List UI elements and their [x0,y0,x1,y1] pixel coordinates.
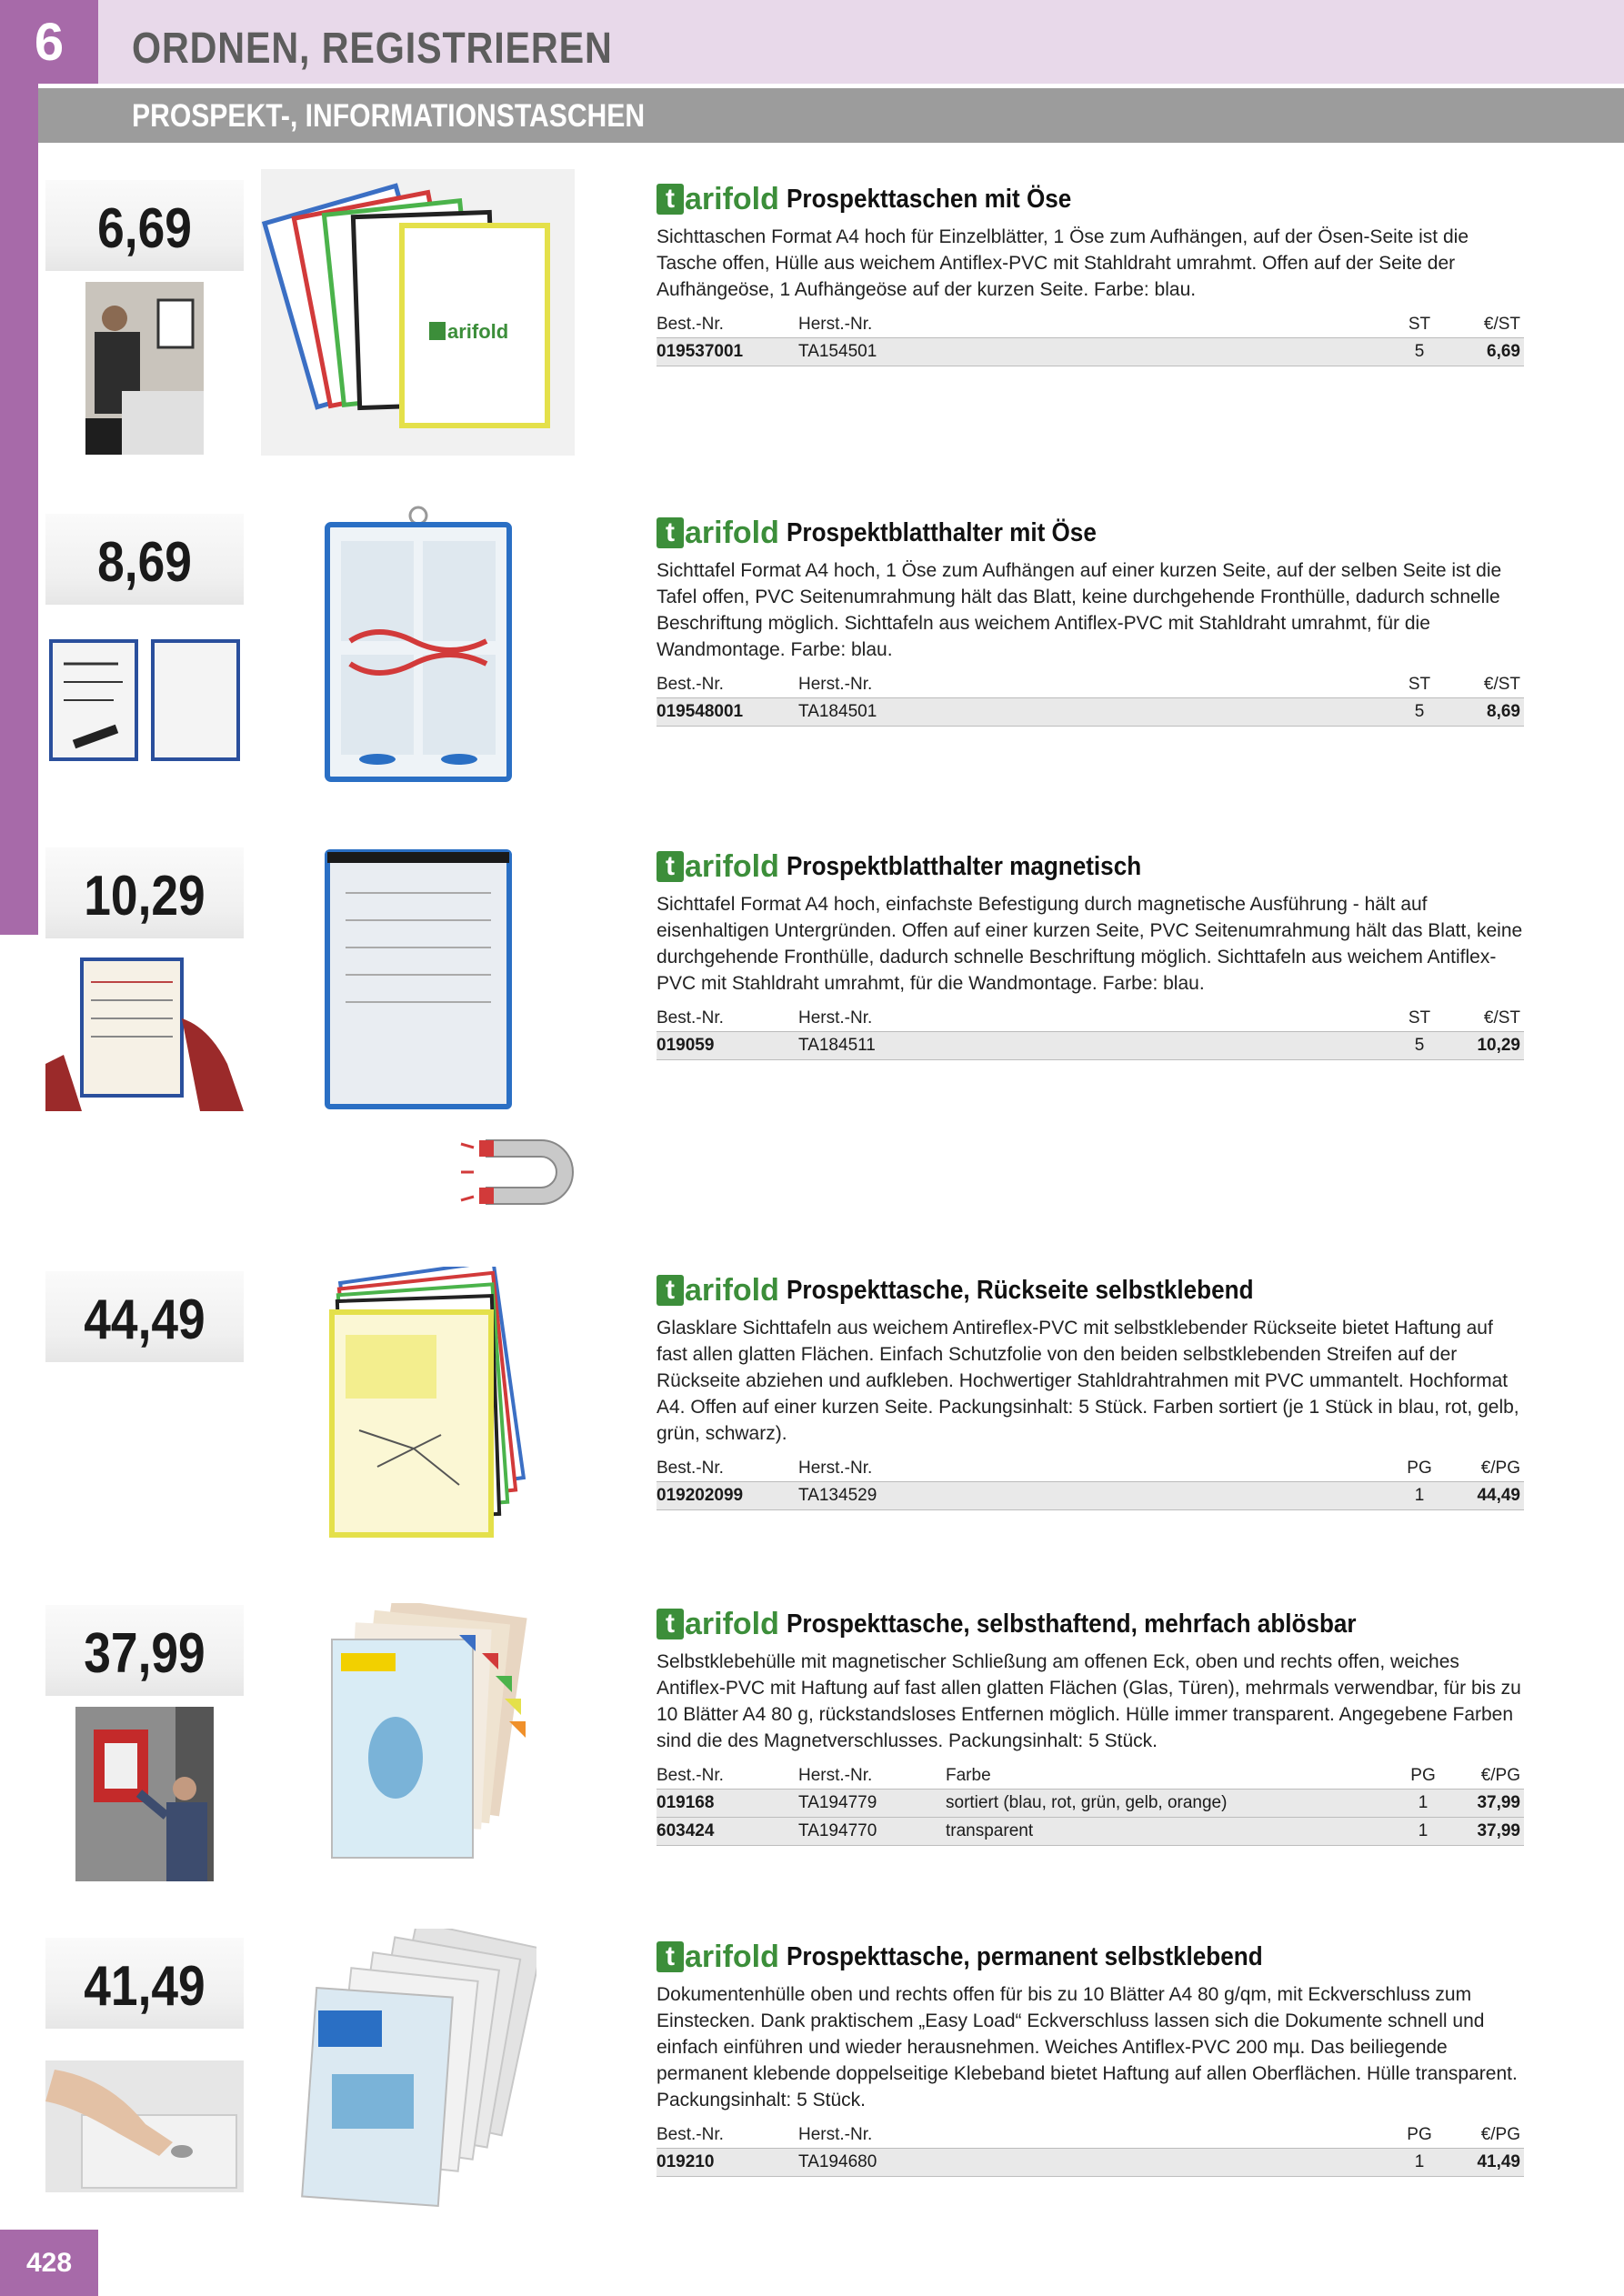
table-row [657,1790,1524,1818]
quantity: 5 [1414,702,1425,721]
whiteboard-holders-photo [45,632,244,768]
price-box [45,1605,244,1696]
tarifold-logo [657,182,779,216]
table-row [657,698,1524,727]
col-herst-nr: Herst.-Nr. [798,675,873,694]
order-table [657,672,1524,727]
row-price: 6,69 [1487,342,1520,361]
row-price: 44,49 [1477,1486,1520,1505]
col-unit: ST [1408,1008,1431,1028]
herst-nr: TA194680 [798,2152,877,2171]
logo-letter: t [657,1609,684,1639]
farbe: sortiert (blau, rot, grün, gelb, orange) [946,1793,1228,1812]
product-heading [657,847,1524,886]
chart-holder-image [323,505,559,782]
tarifold-pockets-image [261,169,575,456]
product-title: Prospektblatthalter mit Öse [786,517,1097,547]
col-herst-nr: Herst.-Nr. [798,1008,873,1028]
price-box [45,180,244,271]
table-header [657,1456,1524,1482]
tarifold-logo [657,516,779,550]
col-unit: PG [1407,2125,1432,2144]
order-table [657,1456,1524,1510]
product-price: 8,69 [97,531,192,594]
product-info [657,514,1524,727]
best-nr: 019059 [657,1036,715,1055]
table-row [657,2149,1524,2177]
order-table [657,1006,1524,1060]
col-price: €/PG [1480,2125,1520,2144]
col-unit: PG [1407,1459,1432,1478]
herst-nr: TA184501 [798,702,877,721]
table-header [657,672,1524,698]
tarifold-logo [657,1940,779,1974]
logo-letter: t [657,851,684,882]
product-heading [657,180,1524,218]
price-box [45,847,244,938]
office-worker-photo [45,282,244,455]
hand-applying-pocket-photo [45,2060,244,2192]
product-info [657,1605,1524,1846]
product-info [657,1271,1524,1510]
order-table [657,1763,1524,1846]
col-price: €/ST [1483,315,1520,334]
table-row [657,1482,1524,1510]
product-description: Selbstklebehülle mit magnetischer Schließung am offenen Eck, oben und rechts offen, weiches Antiflex-PVC mit Haftung auf fast allen glatten Flächen (Glas, Türen), mehrmals verwendbar, für bis zu 10 Blätter A4 80 g, rückstandsloses Entfernen möglich. Hülle immer transparent. Angegebene Farben sind die des Magnetverschlusses. Packungsinhalt: 5 Stück. [657,1651,1521,1751]
product-description: Glasklare Sichttafeln aus weichem Antireflex-PVC mit selbstklebender Rückseite bietet Haftung auf fast allen glatten Flächen. Einfach Schutzfolie von den beiden selbstklebenden Streifen auf der Rückseite abziehen und aufkleben. Hochwertiger Stahldrahtrahmen mit PVC ummantelt. Hochformat A4. Offen auf einer kurzen Seite. Packungsinhalt: 5 Stück. Farben sortiert (je 1 Stück in blau, rot, gelb, grün, schwarz). [657,1318,1519,1444]
farbe: transparent [946,1821,1034,1840]
wall-mounted-pocket-photo [45,1707,244,1881]
product-price: 10,29 [84,865,206,927]
logo-text: arifold [685,515,779,550]
table-row [657,1032,1524,1060]
best-nr: 603424 [657,1821,715,1840]
magnetic-holder-image [323,847,514,1111]
price-box [45,1271,244,1362]
logo-text: arifold [685,1272,779,1308]
quantity: 1 [1418,1793,1429,1812]
col-herst-nr: Herst.-Nr. [798,2125,873,2144]
col-best-nr: Best.-Nr. [657,315,724,334]
page-number: 428 [0,2230,98,2296]
quantity: 5 [1414,1036,1425,1055]
product-heading [657,1271,1524,1309]
row-price: 37,99 [1477,1793,1520,1812]
col-unit: ST [1408,675,1431,694]
col-best-nr: Best.-Nr. [657,675,724,694]
product-title: Prospekttasche, permanent selbstklebend [786,1941,1263,1971]
quantity: 1 [1414,2152,1425,2171]
product-info [657,847,1524,1060]
col-price: €/PG [1480,1459,1520,1478]
logo-text: arifold [685,1606,779,1641]
logo-text: arifold [685,848,779,884]
logo-letter: t [657,184,684,215]
col-price: €/PG [1480,1766,1520,1785]
product-title: Prospektblatthalter magnetisch [786,851,1142,881]
row-price: 8,69 [1487,702,1520,721]
product-description: Sichttafel Format A4 hoch, 1 Öse zum Aufhängen auf einer kurzen Seite, auf der selben Seite ist die Tafel offen, PVC Seitenumrahmung hält das Blatt, keine durchgehende Fronthülle, dadurch schnelle Beschriftung möglich. Sichttafeln aus weichem Antiflex-PVC mit Stahldraht umrahmt, für die Wandmontage. Farbe: blau. [657,560,1502,660]
magnet-icon [459,1131,582,1213]
logo-letter: t [657,1275,684,1306]
herst-nr: TA194779 [798,1793,877,1812]
self-adhesive-pockets-image [305,1267,532,1539]
section-title: PROSPEKT-, INFORMATIONSTASCHEN [132,98,646,134]
product-price: 37,99 [84,1622,206,1685]
herst-nr: TA194770 [798,1821,877,1840]
chapter-number: 6 [0,0,98,84]
removable-pockets-image [314,1603,532,1876]
best-nr: 019168 [657,1793,715,1812]
product-info [657,180,1524,366]
table-header [657,1006,1524,1032]
quantity: 1 [1414,1486,1425,1505]
product-title: Prospekttasche, Rückseite selbstklebend [786,1275,1254,1305]
chapter-title: ORDNEN, REGISTRIEREN [132,25,613,73]
product-title: Prospekttasche, selbsthaftend, mehrfach ablösbar [786,1609,1357,1639]
logo-letter: t [657,1941,684,1972]
price-box [45,514,244,605]
row-price: 41,49 [1477,2152,1520,2171]
chapter-side-bar [0,0,38,935]
quantity: 1 [1418,1821,1429,1840]
table-row [657,1818,1524,1846]
herst-nr: TA184511 [798,1036,876,1055]
quantity: 5 [1414,342,1425,361]
best-nr: 019210 [657,2152,715,2171]
best-nr: 019202099 [657,1486,744,1505]
best-nr: 019537001 [657,342,744,361]
col-herst-nr: Herst.-Nr. [798,1459,873,1478]
order-table [657,2122,1524,2177]
col-price: €/ST [1483,1008,1520,1028]
col-unit: PG [1410,1766,1436,1785]
product-heading [657,1605,1524,1643]
logo-letter: t [657,517,684,548]
tarifold-logo [657,1607,779,1641]
table-header [657,1763,1524,1790]
product-description: Sichttaschen Format A4 hoch für Einzelblätter, 1 Öse zum Aufhängen, auf der Ösen-Seite ist die Tasche offen, Hülle aus weichem Antiflex-PVC mit Stahldraht umrahmt. Offen auf der Seite der Aufhängeöse, 1 Aufhängeöse auf der kurzen Seite. Farbe: blau. [657,226,1469,300]
tarifold-logo [657,849,779,884]
col-best-nr: Best.-Nr. [657,1008,724,1028]
logo-text: arifold [685,181,779,216]
col-best-nr: Best.-Nr. [657,1766,724,1785]
table-header [657,312,1524,338]
herst-nr: TA134529 [798,1486,877,1505]
permanent-adhesive-pockets-image [296,1929,536,2211]
col-herst-nr: Herst.-Nr. [798,1766,873,1785]
col-best-nr: Best.-Nr. [657,1459,724,1478]
row-price: 10,29 [1477,1036,1520,1055]
row-price: 37,99 [1477,1821,1520,1840]
product-price: 41,49 [84,1955,206,2018]
col-best-nr: Best.-Nr. [657,2125,724,2144]
product-price: 6,69 [97,197,192,260]
herst-nr: TA154501 [798,342,877,361]
product-price: 44,49 [84,1288,206,1351]
col-herst-nr: Herst.-Nr. [798,315,873,334]
product-heading [657,514,1524,552]
price-box [45,1938,244,2029]
magnetic-board-hands-photo [45,955,244,1111]
product-info [657,1938,1524,2177]
best-nr: 019548001 [657,702,744,721]
product-heading [657,1938,1524,1976]
table-row [657,338,1524,366]
svg-text:arifold: arifold [447,320,509,343]
col-unit: ST [1408,315,1431,334]
col-price: €/ST [1483,675,1520,694]
order-table [657,312,1524,366]
table-header [657,2122,1524,2149]
logo-text: arifold [685,1939,779,1974]
product-description: Sichttafel Format A4 hoch, einfachste Befestigung durch magnetische Ausführung - hält auf eisenhaltigen Untergründen. Offen auf einer kurzen Seite, PVC Seitenumrahmung hält das Blatt, keine durchgehende Fronthülle, dadurch schnelle Beschriftung möglich. Sichttafeln aus weichem Antiflex-PVC mit Stahldraht umrahmt, für die Wandmontage. Farbe: blau. [657,894,1523,994]
product-title: Prospekttaschen mit Öse [786,184,1072,214]
tarifold-logo [657,1273,779,1308]
product-description: Dokumentenhülle oben und rechts offen für bis zu 10 Blätter A4 80 g/qm, mit Eckverschluss zum Einstecken. Dank praktischem „Easy Load“ Eckverschluss lassen sich die Dokumente schnell und einfach einführen und wieder herausnehmen. Weiches Antiflex-PVC 200 mµ. Das beiliegende permanent klebende doppelseitige Klebeband bietet Haftung auf allen Oberflächen. Hülle transparent. Packungsinhalt: 5 Stück. [657,1984,1518,2111]
col-farbe: Farbe [946,1766,991,1785]
